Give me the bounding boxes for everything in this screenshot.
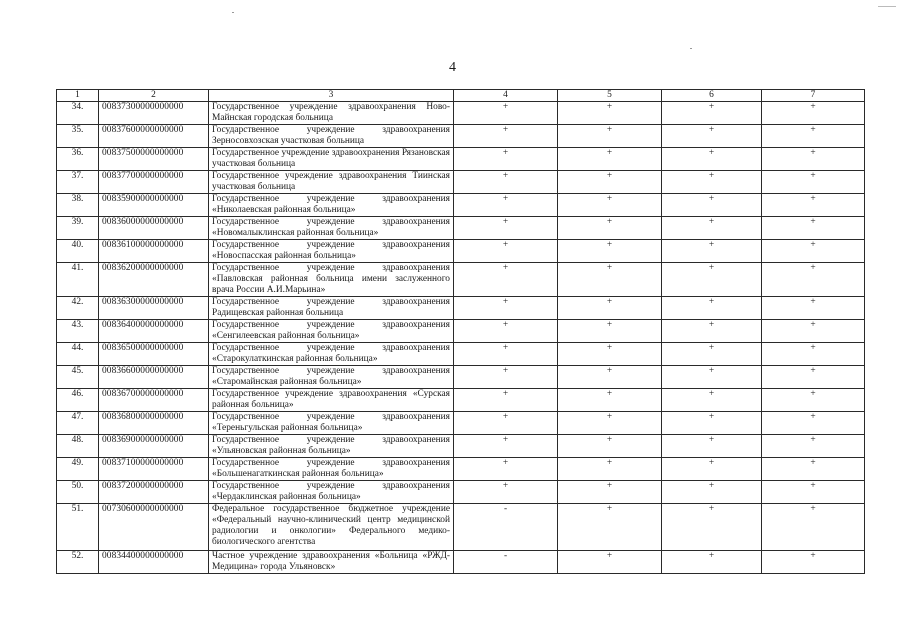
mark-col4: + xyxy=(454,481,558,504)
row-number: 44. xyxy=(57,343,99,366)
mark-col4: + xyxy=(454,389,558,412)
mark-col5: + xyxy=(558,194,662,217)
table-row xyxy=(57,412,865,435)
table-row xyxy=(57,125,865,148)
institution-code: 00837300000000000 xyxy=(99,102,209,125)
mark-col4: + xyxy=(454,366,558,389)
mark-col7: + xyxy=(762,171,865,194)
row-number: 36. xyxy=(57,148,99,171)
institution-code: 00837700000000000 xyxy=(99,171,209,194)
mark-col7: + xyxy=(762,389,865,412)
mark-col7: + xyxy=(762,366,865,389)
table-row xyxy=(57,389,865,412)
institutions-table xyxy=(56,89,865,574)
institution-code: 00836300000000000 xyxy=(99,297,209,320)
institution-name: Государственное учреждение здравоохранения «Старомайнская районная больница» xyxy=(209,366,454,389)
mark-col7: + xyxy=(762,148,865,171)
institution-code: 00730600000000000 xyxy=(99,504,209,551)
institution-name: Государственное учреждение здравоохранения «Большенагаткинская районная больница» xyxy=(209,458,454,481)
institution-name: Частное учреждение здравоохранения «Больница «РЖД-Медицина» города Ульяновск» xyxy=(209,551,454,574)
institution-name: Государственное учреждение здравоохранения Тиинская участковая больница xyxy=(209,171,454,194)
institution-name: Государственное учреждение здравоохранения «Чердаклинская районная больница» xyxy=(209,481,454,504)
mark-col7: + xyxy=(762,343,865,366)
mark-col6: + xyxy=(662,504,762,551)
column-header: 2 xyxy=(99,90,209,102)
table-row xyxy=(57,240,865,263)
mark-col6: + xyxy=(662,343,762,366)
table-row xyxy=(57,504,865,551)
institution-name: Государственное учреждение здравоохранения Зерносовхозская участковая больница xyxy=(209,125,454,148)
row-number: 48. xyxy=(57,435,99,458)
mark-col6: + xyxy=(662,263,762,297)
mark-col7: + xyxy=(762,551,865,574)
institution-code: 00836800000000000 xyxy=(99,412,209,435)
mark-col4: + xyxy=(454,102,558,125)
mark-col5: + xyxy=(558,551,662,574)
row-number: 43. xyxy=(57,320,99,343)
mark-col5: + xyxy=(558,435,662,458)
mark-col7: + xyxy=(762,217,865,240)
row-number: 40. xyxy=(57,240,99,263)
institution-name: Государственное учреждение здравоохранения «Старокулаткинская районная больница» xyxy=(209,343,454,366)
mark-col5: + xyxy=(558,125,662,148)
institution-code: 00837100000000000 xyxy=(99,458,209,481)
mark-col4: + xyxy=(454,240,558,263)
row-number: 35. xyxy=(57,125,99,148)
mark-col4: - xyxy=(454,551,558,574)
mark-col6: + xyxy=(662,366,762,389)
mark-col7: + xyxy=(762,320,865,343)
mark-col5: + xyxy=(558,263,662,297)
mark-col5: + xyxy=(558,389,662,412)
institution-code: 00837600000000000 xyxy=(99,125,209,148)
column-header: 4 xyxy=(454,90,558,102)
mark-col5: + xyxy=(558,366,662,389)
page-number: 4 xyxy=(449,60,456,75)
institution-code: 00835900000000000 xyxy=(99,194,209,217)
mark-col7: + xyxy=(762,297,865,320)
mark-col4: + xyxy=(454,171,558,194)
mark-col5: + xyxy=(558,320,662,343)
institution-code: 00837200000000000 xyxy=(99,481,209,504)
institution-code: 00837500000000000 xyxy=(99,148,209,171)
mark-col7: + xyxy=(762,481,865,504)
mark-col7: + xyxy=(762,102,865,125)
mark-col5: + xyxy=(558,412,662,435)
row-number: 38. xyxy=(57,194,99,217)
column-header: 1 xyxy=(57,90,99,102)
institution-code: 00836600000000000 xyxy=(99,366,209,389)
row-number: 37. xyxy=(57,171,99,194)
table-row xyxy=(57,343,865,366)
row-number: 41. xyxy=(57,263,99,297)
row-number: 46. xyxy=(57,389,99,412)
mark-col5: + xyxy=(558,102,662,125)
mark-col7: + xyxy=(762,435,865,458)
table-header-row xyxy=(57,90,865,102)
mark-col4: - xyxy=(454,504,558,551)
mark-col6: + xyxy=(662,171,762,194)
institution-name: Государственное учреждение здравоохранения «Новоспасская районная больница» xyxy=(209,240,454,263)
table-row xyxy=(57,481,865,504)
institution-code: 00834400000000000 xyxy=(99,551,209,574)
row-number: 51. xyxy=(57,504,99,551)
mark-col5: + xyxy=(558,504,662,551)
institution-name: Государственное учреждение здравоохранения Ново-Майнская городская больница xyxy=(209,102,454,125)
table-row xyxy=(57,366,865,389)
mark-col5: + xyxy=(558,240,662,263)
mark-col4: + xyxy=(454,194,558,217)
row-number: 39. xyxy=(57,217,99,240)
mark-col4: + xyxy=(454,263,558,297)
table-row xyxy=(57,194,865,217)
mark-col7: + xyxy=(762,240,865,263)
institution-name: Государственное учреждение здравоохранения «Ульяновская районная больница» xyxy=(209,435,454,458)
mark-col4: + xyxy=(454,412,558,435)
mark-col6: + xyxy=(662,102,762,125)
mark-col4: + xyxy=(454,148,558,171)
table-row xyxy=(57,171,865,194)
institution-code: 00836000000000000 xyxy=(99,217,209,240)
mark-col4: + xyxy=(454,297,558,320)
mark-col5: + xyxy=(558,458,662,481)
mark-col6: + xyxy=(662,551,762,574)
institution-code: 00836700000000000 xyxy=(99,389,209,412)
mark-col6: + xyxy=(662,435,762,458)
table-row xyxy=(57,102,865,125)
mark-col5: + xyxy=(558,343,662,366)
mark-col6: + xyxy=(662,458,762,481)
row-number: 42. xyxy=(57,297,99,320)
table-row xyxy=(57,217,865,240)
institution-code: 00836400000000000 xyxy=(99,320,209,343)
mark-col6: + xyxy=(662,194,762,217)
institution-name: Государственное учреждение здравоохранения «Николаевская районная больница» xyxy=(209,194,454,217)
mark-col5: + xyxy=(558,297,662,320)
institution-code: 00836100000000000 xyxy=(99,240,209,263)
row-number: 49. xyxy=(57,458,99,481)
scan-speck xyxy=(878,6,896,7)
table-row xyxy=(57,551,865,574)
table-row xyxy=(57,320,865,343)
mark-col4: + xyxy=(454,217,558,240)
institution-code: 00836500000000000 xyxy=(99,343,209,366)
mark-col7: + xyxy=(762,504,865,551)
institution-name: Государственное учреждение здравоохранения «Тереньгульская районная больница» xyxy=(209,412,454,435)
mark-col7: + xyxy=(762,263,865,297)
mark-col7: + xyxy=(762,412,865,435)
row-number: 50. xyxy=(57,481,99,504)
institution-code: 00836900000000000 xyxy=(99,435,209,458)
mark-col6: + xyxy=(662,412,762,435)
column-header: 6 xyxy=(662,90,762,102)
mark-col4: + xyxy=(454,343,558,366)
institution-name: Федеральное государственное бюджетное учреждение «Федеральный научно-клинический центр медицинской радиологии и онкологии» Федерального медико-биологического агентства xyxy=(209,504,454,551)
row-number: 52. xyxy=(57,551,99,574)
mark-col6: + xyxy=(662,240,762,263)
institution-name: Государственное учреждение здравоохранения «Новомалыклинская районная больница» xyxy=(209,217,454,240)
table-row xyxy=(57,458,865,481)
mark-col5: + xyxy=(558,148,662,171)
table-row xyxy=(57,263,865,297)
mark-col4: + xyxy=(454,458,558,481)
table-row xyxy=(57,148,865,171)
scan-speck xyxy=(232,12,234,13)
mark-col6: + xyxy=(662,217,762,240)
mark-col5: + xyxy=(558,481,662,504)
row-number: 45. xyxy=(57,366,99,389)
mark-col5: + xyxy=(558,171,662,194)
column-header: 3 xyxy=(209,90,454,102)
institution-name: Государственное учреждение здравоохранения «Сурская районная больница» xyxy=(209,389,454,412)
institution-code: 00836200000000000 xyxy=(99,263,209,297)
mark-col6: + xyxy=(662,125,762,148)
mark-col5: + xyxy=(558,217,662,240)
mark-col6: + xyxy=(662,320,762,343)
mark-col4: + xyxy=(454,320,558,343)
mark-col7: + xyxy=(762,458,865,481)
institution-name: Государственное учреждение здравоохранения Рязановская участковая больница xyxy=(209,148,454,171)
institution-name: Государственное учреждение здравоохранения Радищевская районная больница xyxy=(209,297,454,320)
table-row xyxy=(57,297,865,320)
column-header: 7 xyxy=(762,90,865,102)
mark-col6: + xyxy=(662,389,762,412)
scan-speck xyxy=(690,48,692,49)
mark-col6: + xyxy=(662,297,762,320)
table-row xyxy=(57,435,865,458)
mark-col4: + xyxy=(454,435,558,458)
institution-name: Государственное учреждение здравоохранения «Сенгилеевская районная больница» xyxy=(209,320,454,343)
mark-col7: + xyxy=(762,194,865,217)
institution-name: Государственное учреждение здравоохранения «Павловская районная больница имени заслуженного врача России А.И.Марьина» xyxy=(209,263,454,297)
row-number: 34. xyxy=(57,102,99,125)
row-number: 47. xyxy=(57,412,99,435)
mark-col6: + xyxy=(662,148,762,171)
mark-col6: + xyxy=(662,481,762,504)
mark-col4: + xyxy=(454,125,558,148)
mark-col7: + xyxy=(762,125,865,148)
column-header: 5 xyxy=(558,90,662,102)
